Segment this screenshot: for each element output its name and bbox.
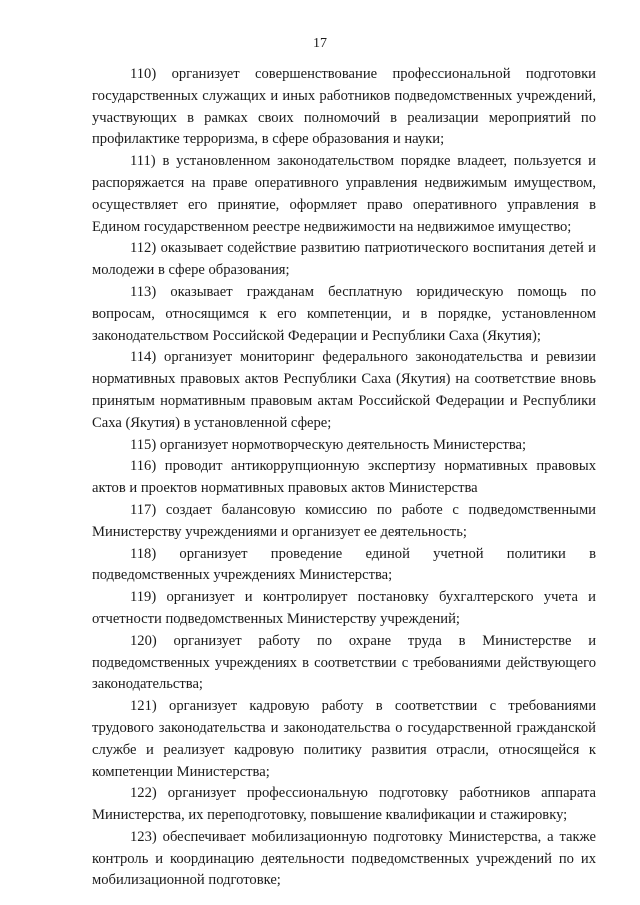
paragraph-110: 110) организует совершенствование профессиональной подготовки государственных служащих и иных работников подведомственных учреждений, участвующих в рамках своих полномочий в реализации мероприятий по профилактике терроризма, в сфере образования и науки; <box>92 66 596 148</box>
paragraph-113: 113) оказывает гражданам бесплатную юридическую помощь по вопросам, относящимся к его компетенции, и в порядке, установленном законодательством Российской Федерации и Республики Саха (Якутия); <box>92 283 596 344</box>
paragraph-119: 119) организует и контролирует постановку бухгалтерского учета и отчетности подведомственных Министерству учреждений; <box>92 589 596 627</box>
paragraph-114: 114) организует мониторинг федерального законодательства и ревизии нормативных правовых актов Республики Саха (Якутия) на соответствие вновь принятым нормативным правовым актам Российской Федерации и Республики Саха (Якутия) в установленной сфере; <box>92 349 596 431</box>
paragraph-123: 123) обеспечивает мобилизационную подготовку Министерства, а также контроль и координацию деятельности подведомственных учреждений по их мобилизационной подготовке; <box>92 828 596 889</box>
paragraph-111: 111) в установленном законодательством порядке владеет, пользуется и распоряжается на праве оперативного управления недвижимым имуществом, осуществляет его принятие, оформляет право оперативного управления в Едином государственном реестре недвижимости на недвижимое имущество; <box>92 153 596 235</box>
paragraph-112: 112) оказывает содействие развитию патриотического воспитания детей и молодежи в сфере образования; <box>92 240 596 279</box>
page-number: 17 <box>313 36 327 51</box>
paragraph-115: 115) организует нормотворческую деятельность Министерства; <box>130 436 527 453</box>
paragraph-121: 121) организует кадровую работу в соответствии с требованиями трудового законодательства и законодательства о государственной гражданской службе и реализует кадровую политику развития отрасли, относящейся к компетенции Министерства; <box>92 698 596 780</box>
paragraph-118: 118) организует проведение единой учетной политики в подведомственных учреждениях Министерства; <box>92 545 596 584</box>
paragraph-116: 116) проводит антикоррупционную экспертизу нормативных правовых актов и проектов нормативных правовых актов Министерства <box>92 458 596 497</box>
paragraph-122: 122) организует профессиональную подготовку работников аппарата Министерства, их переподготовку, повышение квалификации и стажировку; <box>92 785 596 824</box>
paragraph-120: 120) организует работу по охране труда в Министерстве и подведомственных учреждениях в соответствии с требованиями действующего законодательства; <box>92 632 596 693</box>
paragraph-117: 117) создает балансовую комиссию по работе с подведомственными Министерству учреждениями и организует ее деятельность; <box>92 501 596 540</box>
document-body <box>92 64 596 892</box>
